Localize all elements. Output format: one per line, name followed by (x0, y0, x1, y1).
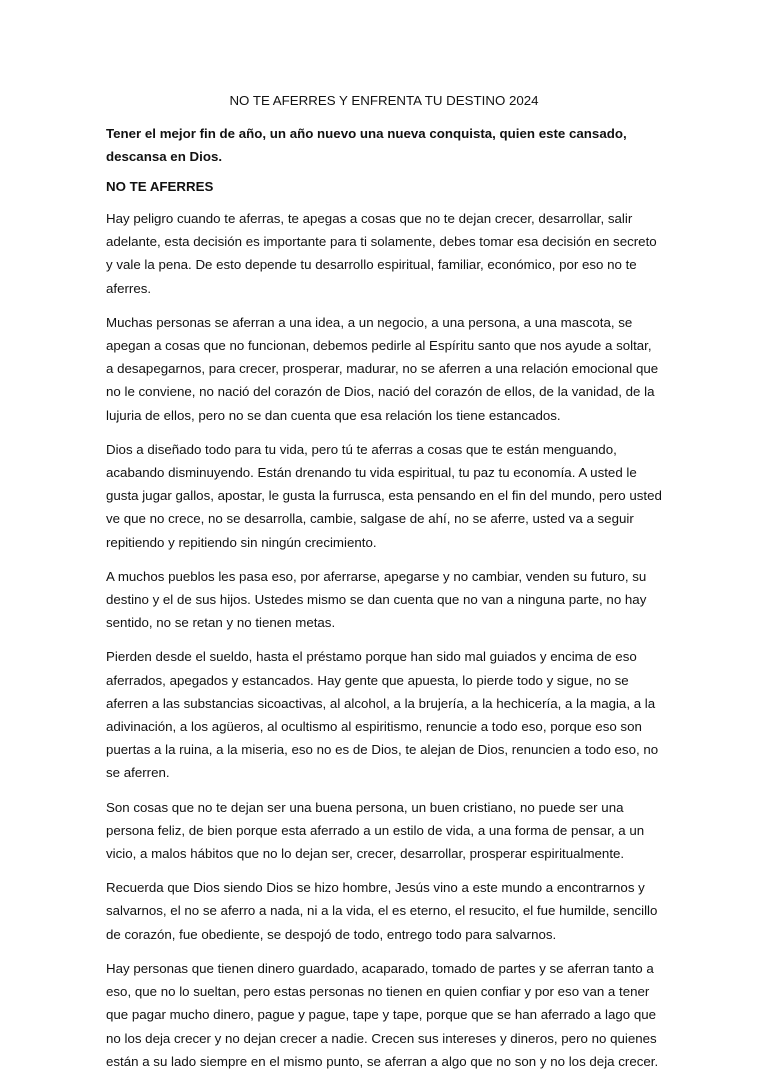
document-body (106, 92, 662, 1084)
paragraph-6: Son cosas que no te dejan ser una buena persona, un buen cristiano, no puede ser una persona feliz, de bien porque esta aferrado a un estilo de vida, a una forma de pensar, a un vicio, a malos hábitos que no lo dejan ser, crecer, desarrollar, prosperar espiritualmente. (106, 799, 645, 862)
paragraph-4: A muchos pueblos les pasa eso, por aferrarse, apegarse y no cambiar, venden su futuro, su destino y el de sus hijos. Ustedes mismo se dan cuenta que no van a ninguna parte, no hay sentido, no se retan y no tienen metas. (106, 568, 647, 631)
section-heading: NO TE AFERRES (106, 179, 214, 194)
document-subtitle: Tener el mejor fin de año, un año nuevo una nueva conquista, quien este cansado, descansa en Dios. (106, 126, 627, 164)
paragraph-1: Hay peligro cuando te aferras, te apegas a cosas que no te dejan crecer, desarrollar, salir adelante, esta decisión es importante para ti solamente, debes tomar esa decisión en secreto y vale la pena. De esto depende tu desarrollo espiritual, familiar, económico, por eso no te aferres. (106, 211, 657, 296)
page-title: NO TE AFERRES Y ENFRENTA TU DESTINO 2024 (229, 93, 539, 108)
paragraph-5: Pierden desde el sueldo, hasta el préstamo porque han sido mal guiados y encima de eso aferrados, apegados y estancados. Hay gente que apuesta, lo pierde todo y sigue, no se aferren a las substancias sicoactivas, al alcohol, a la brujería, a la hechicería, a la magia, a la adivinación, a los agüeros, al ocultismo al espiritismo, renuncie a todo eso, porque eso son puertas a la ruina, a la miseria, eso no es de Dios, te alejan de Dios, renuncien a todo eso, no se aferren. (106, 649, 659, 781)
paragraph-7: Recuerda que Dios siendo Dios se hizo hombre, Jesús vino a este mundo a encontrarnos y salvarnos, el no se aferro a nada, ni a la vida, el es eterno, el resucito, el fue humilde, sencillo de corazón, fue obediente, se despojó de todo, entrego todo para salvarnos. (106, 880, 658, 942)
paragraph-2: Muchas personas se aferran a una idea, a un negocio, a una persona, a una mascota, se apegan a cosas que no funcionan, debemos pedirle al Espíritu santo que nos ayude a soltar, a desapegarnos, para crecer, prosperar, madurar, no se aferren a una relación emocional que no le conviene, no nació del corazón de Dios, nació del corazón de ellos, de la vanidad, de la lujuria de ellos, pero no se dan cuenta que esa relación los tiene estancados. (106, 314, 659, 423)
paragraph-3: Dios a diseñado todo para tu vida, pero tú te aferras a cosas que te están menguando, acabando disminuyendo. Están drenando tu vida espiritual, tu paz tu economía. A usted le gusta jugar gallos, apostar, le gusta la furrusca, esta pensando en el fin del mundo, pero usted ve que no crece, no se desarrolla, cambie, salgase de ahí, no se aferre, usted va a seguir repitiendo y repitiendo sin ningún crecimiento. (106, 441, 662, 550)
paragraph-8: Hay personas que tienen dinero guardado, acaparado, tomado de partes y se aferran tanto a eso, que no lo sueltan, pero estas personas no tienen en quien confiar y por eso van a tener que pagar mucho dinero, pague y pague, tape y tape, porque que se han aferrado a lago que no los deja crecer y no dejan crecer a nadie. Crecen sus intereses y dineros, pero no quienes están a su lado siempre en el mismo punto, se aferran a algo que no son y no los deja crecer. (106, 960, 659, 1069)
